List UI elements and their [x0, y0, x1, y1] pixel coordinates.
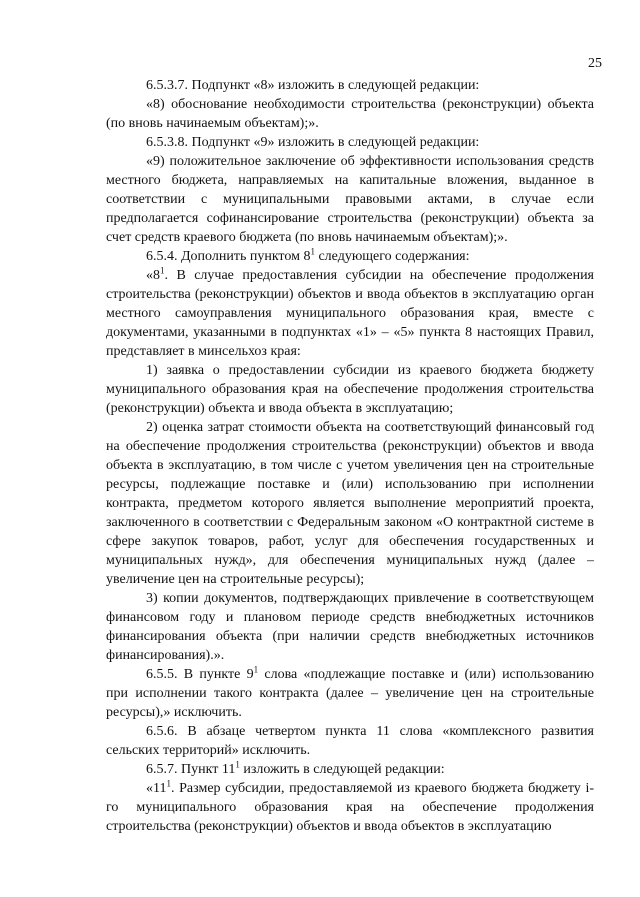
- paragraph-text: 1) заявка о предоставлении субсидии из краевого бюджета бюджету муниципального образования края на обеспечение продолжения строительства (реконструкции) объекта и ввода объекта в эксплуатацию;: [106, 363, 594, 416]
- paragraph-p13: [106, 779, 594, 836]
- paragraph-text: 6.5.4. Дополнить пунктом 8: [146, 249, 311, 264]
- paragraph-text: «8) обоснование необходимости строительства (реконструкции) объекта (по вновь начинаемым объектам);».: [106, 97, 594, 131]
- paragraph-text: 6.5.5. В пункте 9: [146, 667, 254, 682]
- paragraph-p4: [106, 152, 594, 247]
- superscript: 1: [310, 246, 315, 257]
- paragraph-text: 6.5.7. Пункт 11: [146, 762, 236, 777]
- page-number: 25: [588, 56, 602, 71]
- superscript: 1: [166, 778, 171, 789]
- paragraph-p10: [106, 665, 594, 722]
- paragraph-p9: [106, 589, 594, 665]
- paragraph-p5: [106, 247, 594, 266]
- paragraph-p7: [106, 361, 594, 418]
- paragraph-p3: [106, 133, 594, 152]
- paragraph-text: 6.5.3.8. Подпункт «9» изложить в следующей редакции:: [146, 135, 480, 150]
- paragraph-text: «11: [146, 781, 167, 796]
- paragraph-text: 2) оценка затрат стоимости объекта на соответствующий финансовый год на обеспечение продолжения строительства (реконструкции) объектов и ввода объекта в эксплуатацию, в том числе с учетом увеличения цен на строительные ресурсы, подлежащие поставке и (или) использованию при исполнении контракта, предметом которого является выполнение мероприятий проекта, заключенного в соответствии с Федеральным законом «О контрактной системе в сфере закупок товаров, работ, услуг для обеспечения государственных и муниципальных нужд», для обеспечения муниципальных нужд (далее – увеличение цен на строительные ресурсы);: [106, 420, 594, 587]
- superscript: 1: [160, 265, 165, 276]
- superscript: 1: [253, 664, 259, 675]
- document-body: [106, 76, 594, 836]
- paragraph-text: 3) копии документов, подтверждающих привлечение в соответствующем финансовом году и плановом периоде средств внебюджетных источников финансирования объекта (при наличии средств внебюджетных источников финансирования).».: [106, 591, 594, 663]
- paragraph-p8: [106, 418, 594, 589]
- paragraph-p6: [106, 266, 594, 361]
- paragraph-p11: [106, 722, 594, 760]
- paragraph-text: «8: [146, 268, 160, 283]
- paragraph-text: слова «подлежащие поставке и (или) использованию при исполнении такого контракта (далее – увеличение цен на строительные ресурсы),» исключить.: [106, 667, 594, 720]
- paragraph-text: . В случае предоставления субсидии на обеспечение продолжения строительства (реконструкции) объектов и ввода объектов в эксплуатацию орган местного самоуправления муниципального образования края, вместе с документами, указанными в подпунктах «1» – «5» пункта 8 настоящих Правил, представляет в минсельхоз края:: [106, 268, 594, 359]
- paragraph-text: 6.5.6. В абзаце четвертом пункта 11 слова «комплексного развития сельских территорий» исключить.: [106, 724, 594, 758]
- paragraph-text: 6.5.3.7. Подпункт «8» изложить в следующей редакции:: [146, 78, 480, 93]
- paragraph-text: изложить в следующей редакции:: [239, 762, 445, 777]
- superscript: 1: [235, 759, 240, 770]
- paragraph-p2: [106, 95, 594, 133]
- paragraph-text: следующего содержания:: [314, 249, 470, 264]
- paragraph-text: «9) положительное заключение об эффективности использования средств местного бюджета, направляемых на капитальные вложения, выданное в соответствии с муниципальными правовыми актами, в случае если предполагается софинансирование строительства (реконструкции) объекта за счет средств краевого бюджета (по вновь начинаемым объектам);».: [106, 154, 594, 245]
- paragraph-text: . Размер субсидии, предоставляемой из краевого бюджета бюджету i-го муниципального образования края на обеспечение продолжения строительства (реконструкции) объектов и ввода объектов в эксплуатацию: [106, 781, 594, 834]
- paragraph-p1: [106, 76, 594, 95]
- paragraph-p12: [106, 760, 594, 779]
